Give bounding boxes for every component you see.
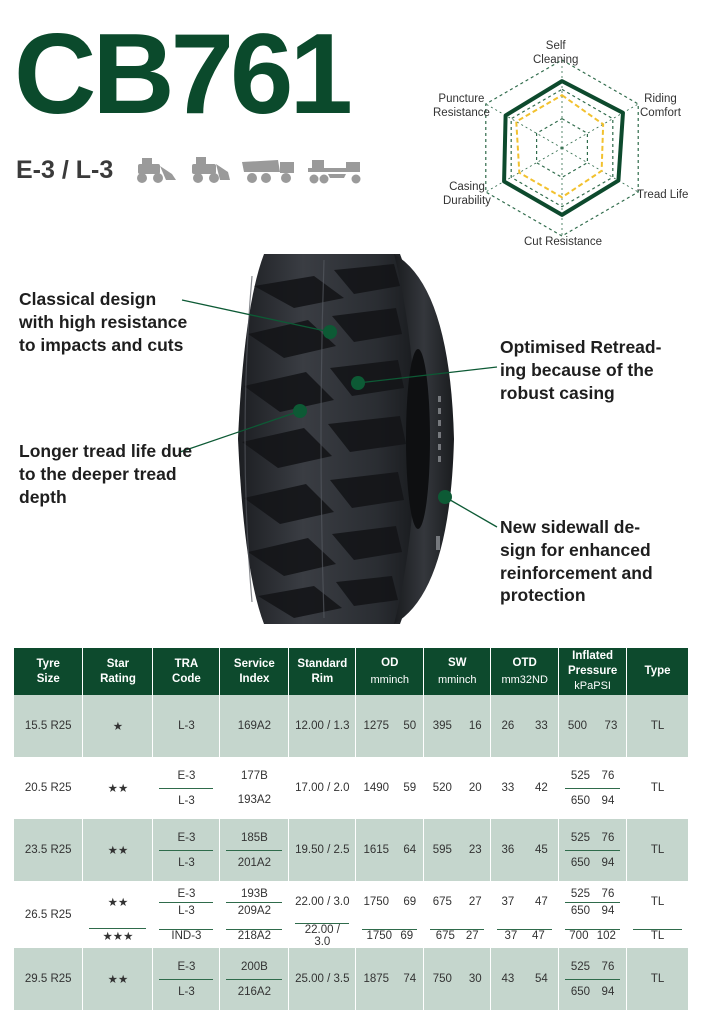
cell-sw-mm: 595	[432, 844, 452, 856]
cell-service-index: 200B	[240, 960, 268, 973]
table-row	[14, 881, 689, 923]
cell-tra: E-3	[177, 887, 196, 900]
product-title: CB761	[14, 11, 349, 138]
cell-rim: 22.00 / 3.0	[289, 881, 356, 923]
cell-rim: 25.00 / 3.5	[289, 948, 356, 1010]
cell-od-inch: 69	[403, 896, 417, 908]
cell-service-index: 218A2	[226, 929, 282, 942]
cell-tra: L-3	[159, 788, 213, 813]
cell-rim: 12.00 / 1.3	[289, 695, 356, 757]
cell-tra: L-3	[153, 695, 220, 757]
cell-size: 29.5 R25	[14, 948, 83, 1010]
cell-psi: 76	[601, 831, 615, 844]
cell-stars: ★★	[83, 757, 153, 819]
cell-rim: 19.50 / 2.5	[289, 819, 356, 881]
cell-service-index: 201A2	[226, 850, 282, 875]
cell-psi: 76	[601, 887, 615, 900]
header-star-rating: Star Rating	[83, 648, 153, 695]
cell-od-inch: 74	[403, 973, 417, 985]
cell-od-mm: 1490	[363, 782, 390, 794]
callout-classical-design: Classical design with high resistance to impacts and cuts	[19, 289, 188, 355]
cell-tra: IND-3	[159, 929, 213, 942]
cell-stars: ★	[83, 695, 153, 757]
callout-new-sidewall: New sidewall de- sign for enhanced reinforcement and protection	[500, 517, 653, 606]
cell-od-mm: 1615	[363, 844, 390, 856]
table-row	[14, 695, 689, 757]
cell-service-index: 177B	[240, 770, 268, 782]
radar-label-self-cleaning: Self Cleaning	[533, 40, 579, 67]
tyre-image	[224, 246, 464, 632]
cell-kpa: 525	[570, 831, 591, 844]
wheel-loader-icon	[137, 158, 176, 183]
cell-kpa: 500	[567, 720, 588, 732]
cell-type: TL	[627, 948, 689, 1010]
cell-psi: 94	[601, 985, 615, 998]
cell-sw-inch: 27	[465, 930, 479, 942]
cell-stars: ★★	[83, 819, 153, 881]
cell-od-inch: 50	[403, 720, 417, 732]
radar-axis-2	[562, 104, 638, 148]
radar-axis-6	[486, 104, 562, 148]
radar-label-tread-life: Tread Life	[637, 189, 689, 201]
radar-axis-5	[486, 148, 562, 192]
header-od: OD mminch	[356, 648, 424, 695]
cell-stars: ★★★	[89, 928, 146, 943]
cell-sw-mm: 750	[432, 973, 452, 985]
table-row	[14, 923, 689, 948]
radar-label-casing-durability: Casing Durability	[443, 181, 491, 208]
cell-rim: 22.00 / 3.0	[295, 923, 349, 948]
cell-sw-inch: 20	[468, 782, 482, 794]
table-row	[14, 819, 689, 881]
cell-sw-inch: 30	[468, 973, 482, 985]
cell-service-index: 185B	[240, 831, 268, 844]
cell-sw-mm: 395	[432, 720, 452, 732]
radar-series-reference	[516, 95, 603, 197]
cell-type: TL	[627, 819, 689, 881]
cell-psi: 94	[601, 904, 615, 917]
cell-kpa: 650	[570, 985, 591, 998]
cell-psi: 76	[601, 769, 615, 782]
loader-icon	[192, 157, 230, 183]
cell-kpa: 650	[570, 904, 591, 917]
table-row	[14, 948, 689, 1010]
cell-psi: 94	[601, 856, 615, 869]
cell-sw-inch: 27	[468, 896, 482, 908]
cell-size: 23.5 R25	[14, 819, 83, 881]
cell-size: 15.5 R25	[14, 695, 83, 757]
cell-otd-mm: 37	[504, 930, 518, 942]
cell-sw-mm: 520	[432, 782, 452, 794]
cell-service-index: 216A2	[226, 979, 282, 1004]
cell-psi: 73	[604, 720, 618, 732]
cell-otd-mm: 37	[501, 896, 515, 908]
grader-icon	[308, 160, 361, 184]
cell-otd-32nd: 47	[534, 896, 548, 908]
cell-od-mm: 1275	[363, 720, 390, 732]
radar-series-product	[504, 81, 623, 215]
vehicle-icons	[128, 154, 368, 186]
cell-od-mm: 1875	[363, 973, 390, 985]
header-standard-rim: Standard Rim	[289, 648, 356, 695]
cell-service-index: 193B	[240, 887, 268, 900]
cell-od-mm: 1750	[366, 930, 393, 942]
header-tyre-size: Tyre Size	[14, 648, 83, 695]
cell-sw-inch: 23	[468, 844, 482, 856]
cell-od-mm: 1750	[363, 896, 390, 908]
radar-label-riding-comfort: Riding Comfort	[640, 93, 681, 120]
header-sw: SW mminch	[424, 648, 491, 695]
cell-service-index: 209A2	[226, 902, 282, 919]
header-tra-code: TRA Code	[153, 648, 220, 695]
radar-label-cut-resistance: Cut Resistance	[524, 236, 602, 248]
dump-truck-icon	[242, 160, 294, 183]
cell-kpa: 525	[570, 887, 591, 900]
cell-otd-mm: 26	[501, 720, 515, 732]
cell-rim: 17.00 / 2.0	[289, 757, 356, 819]
cell-kpa: 700	[569, 930, 589, 942]
cell-type: TL	[633, 929, 682, 942]
radar-axis-3	[562, 148, 638, 192]
table-header-row	[14, 648, 689, 695]
cell-kpa: 525	[570, 960, 591, 973]
cell-psi: 102	[596, 930, 616, 942]
cell-otd-32nd: 33	[534, 720, 548, 732]
cell-otd-32nd: 42	[534, 782, 548, 794]
cell-otd-mm: 36	[501, 844, 515, 856]
cell-size: 20.5 R25	[14, 757, 83, 819]
cell-tra: L-3	[159, 850, 213, 875]
cell-od-inch: 59	[403, 782, 417, 794]
cell-otd-mm: 33	[501, 782, 515, 794]
cell-stars: ★★	[83, 881, 153, 923]
cell-od-inch: 64	[403, 844, 417, 856]
table-row	[14, 757, 689, 819]
cell-tra: L-3	[159, 979, 213, 1004]
header-otd: OTD mm32ND	[491, 648, 559, 695]
cell-sw-inch: 16	[468, 720, 482, 732]
cell-od-inch: 69	[400, 930, 414, 942]
header-service-index: Service Index	[220, 648, 289, 695]
cell-sw-mm: 675	[435, 930, 455, 942]
cell-kpa: 650	[570, 856, 591, 869]
cell-type: TL	[627, 881, 689, 923]
cell-otd-32nd: 54	[534, 973, 548, 985]
cell-kpa: 650	[570, 794, 591, 807]
cell-otd-mm: 43	[501, 973, 515, 985]
cell-tra: E-3	[177, 960, 196, 973]
radar-label-puncture-resistance: Puncture Resistance	[433, 93, 490, 120]
cell-psi: 76	[601, 960, 615, 973]
cell-service-index: 169A2	[220, 695, 289, 757]
cell-otd-32nd: 45	[534, 844, 548, 856]
tra-classification: E-3 / L-3	[16, 156, 114, 184]
cell-type: TL	[627, 757, 689, 819]
cell-service-index: 193A2	[237, 794, 271, 806]
cell-tra: L-3	[159, 902, 213, 919]
tyre-spec-table	[14, 648, 689, 1010]
cell-tra: E-3	[177, 769, 196, 782]
cell-stars: ★★	[83, 948, 153, 1010]
header-inflated-pressure: Inflated Pressure kPaPSI	[559, 648, 627, 695]
cell-type: TL	[627, 695, 689, 757]
cell-tra: E-3	[177, 831, 196, 844]
header-type: Type	[627, 648, 689, 695]
cell-size: 26.5 R25	[14, 881, 83, 948]
cell-sw-mm: 675	[432, 896, 452, 908]
cell-psi: 94	[601, 794, 615, 807]
callout-longer-tread-life: Longer tread life due to the deeper tread depth	[19, 441, 193, 507]
cell-otd-32nd: 47	[531, 930, 545, 942]
cell-kpa: 525	[570, 769, 591, 782]
callout-optimised-retreading: Optimised Retread- ing because of the robust casing	[500, 337, 662, 403]
